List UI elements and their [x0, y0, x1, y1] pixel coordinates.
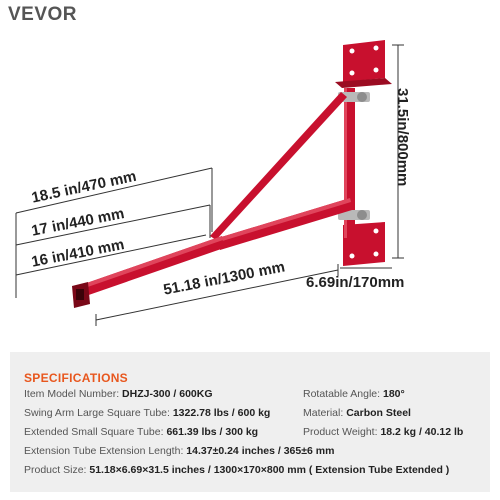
arm-dimension-410: 16 in/410 mm [30, 236, 126, 271]
diagonal-brace [210, 92, 347, 240]
specifications-title: SPECIFICATIONS [24, 371, 128, 385]
spec-product-weight: Product Weight: 18.2 kg / 40.12 lb [303, 426, 464, 438]
spec-large-square-tube: Swing Arm Large Square Tube: 1322.78 lbs / 600 kg [24, 407, 271, 419]
arm-dimension-440: 17 in/440 mm [30, 205, 126, 240]
arm-dimension-470: 18.5 in/470 mm [30, 167, 138, 207]
spec-material: Material: Carbon Steel [303, 407, 411, 419]
spec-product-size: Product Size: 51.18×6.69×31.5 inches / 1300×170×800 mm ( Extension Tube Extended ) [24, 464, 450, 476]
depth-dimension: 6.69in/170mm [306, 274, 405, 291]
top-wall-plate [335, 40, 392, 88]
spec-model-number: Item Model Number: DHZJ-300 / 600KG [24, 388, 213, 400]
brand-logo: VEVOR [8, 4, 78, 25]
spec-extension-length: Extension Tube Extension Length: 14.37±0.24 inches / 365±6 mm [24, 445, 335, 457]
spec-rotatable-angle: Rotatable Angle: 180° [303, 388, 405, 400]
height-dimension: 31.5in/800mm [394, 88, 411, 187]
length-dimension: 51.18 in/1300 mm [162, 258, 287, 299]
spec-small-square-tube: Extended Small Square Tube: 661.39 lbs / 300 kg [24, 426, 259, 438]
